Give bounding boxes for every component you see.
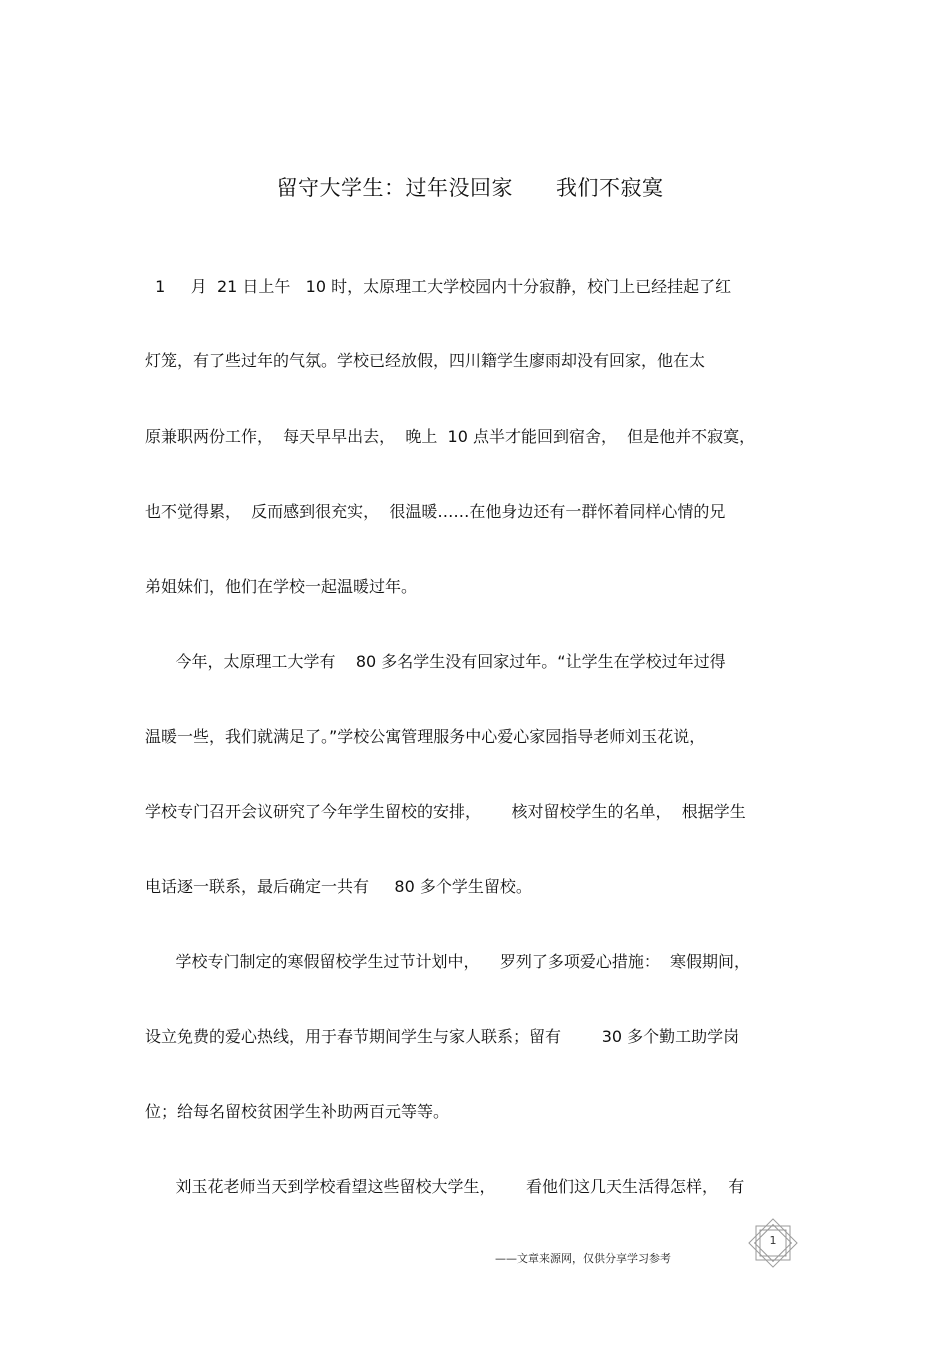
paragraph-line: 1 月 21 日上午 10 时，太原理工大学校园内十分寂静，校门上已经挂起了红 <box>145 277 732 296</box>
paragraph-line: 位；给每名留校贫困学生补助两百元等等。 <box>145 1102 450 1121</box>
paragraph-line: 温暖一些，我们就满足了。”学校公寓管理服务中心爱心家园指导老师刘玉花说， <box>145 727 706 746</box>
paragraph-line: 灯笼，有了些过年的气氛。学校已经放假，四川籍学生廖雨却没有回家，他在太 <box>145 351 706 370</box>
paragraph-line: 学校专门召开会议研究了今年学生留校的安排， 核对留校学生的名单， 根据学生 <box>145 802 746 821</box>
paragraph-line: 学校专门制定的寒假留校学生过节计划中， 罗列了多项爱心措施： 寒假期间， <box>145 952 751 971</box>
footer-note: ——文章来源网，仅供分享学习参考 <box>495 1252 671 1265</box>
paragraph-line: 刘玉花老师当天到学校看望这些留校大学生， 看他们这几天生活得怎样， 有 <box>145 1177 745 1196</box>
paragraph-line: 原兼职两份工作， 每天早早出去， 晚上 10 点半才能回到宿舍， 但是他并不寂寞， <box>145 427 756 446</box>
paragraph-line: 电话逐一联系，最后确定一共有 80 多个学生留校。 <box>145 877 532 896</box>
page-number-badge <box>748 1218 798 1268</box>
paragraph-line: 设立免费的爱心热线，用于春节期间学生与家人联系；留有 30 多个勤工助学岗 <box>145 1027 740 1046</box>
paragraph-line: 今年，太原理工大学有 80 多名学生没有回家过年。“让学生在学校过年过得 <box>145 652 726 671</box>
paragraph-line: 弟姐妹们，他们在学校一起温暖过年。 <box>145 577 418 596</box>
paragraph-line: 也不觉得累， 反而感到很充实， 很温暖……在他身边还有一群怀着同样心情的兄 <box>145 502 726 521</box>
document-title: 留守大学生：过年没回家 我们不寂寞 <box>276 176 664 200</box>
page-number: 1 <box>769 1234 777 1247</box>
